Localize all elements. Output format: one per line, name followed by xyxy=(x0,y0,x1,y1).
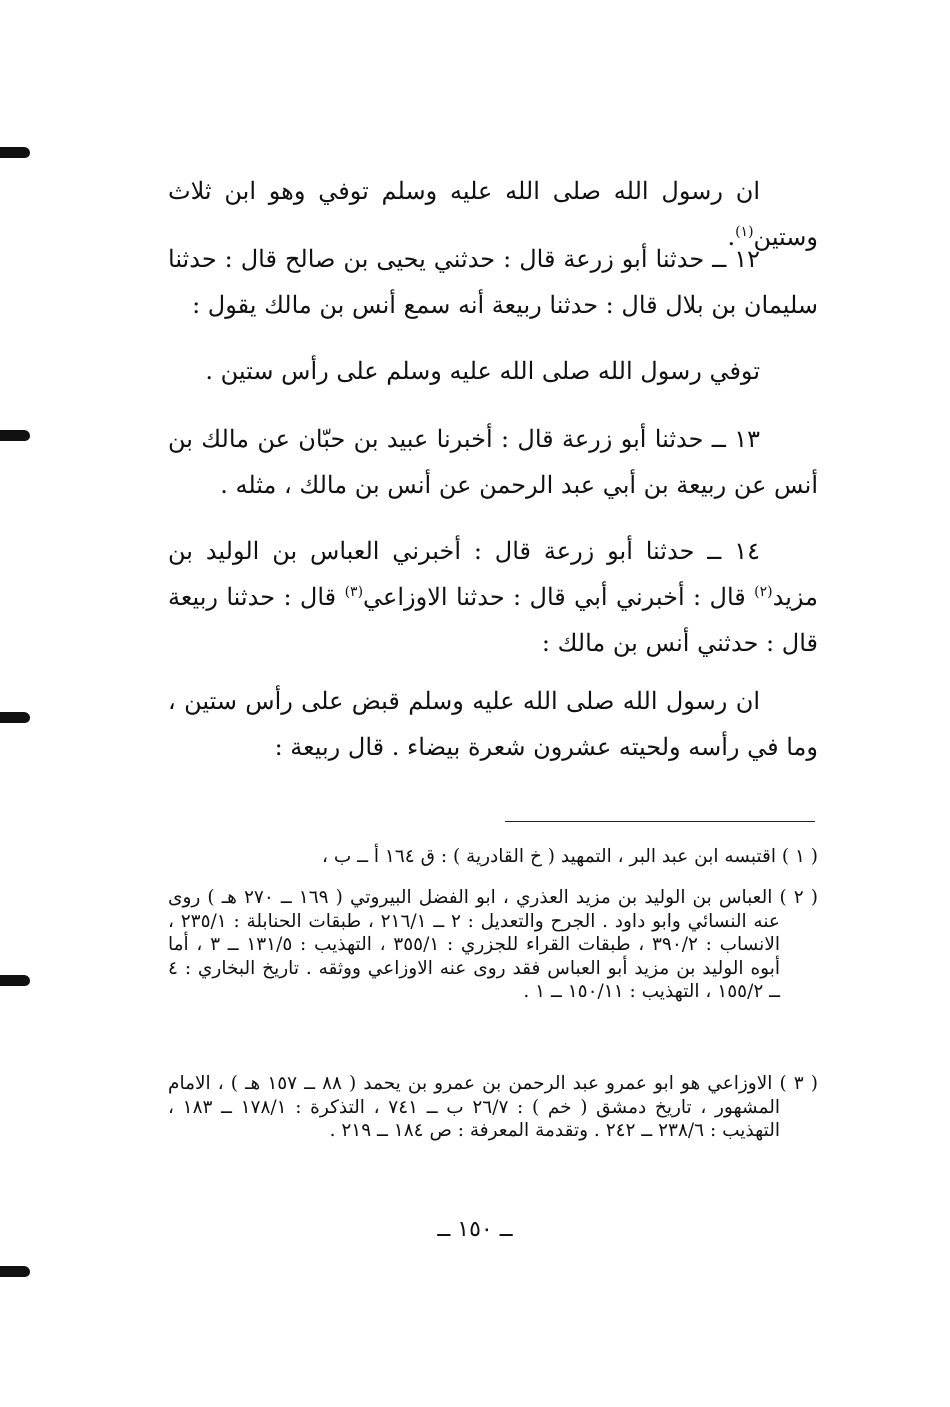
hadith-14-part-a: ١٤ ــ حدثنا أبو زرعة قال : أخبرني العباس بن الوليد بن مزيد xyxy=(168,537,818,611)
footnote-ref-1: (١) xyxy=(735,224,754,240)
paragraph-6 xyxy=(168,678,818,770)
footnote-ref-3: (٣) xyxy=(344,584,364,600)
paragraph-5 xyxy=(168,528,818,666)
margin-mark xyxy=(0,975,30,986)
margin-mark xyxy=(0,712,30,723)
paragraph-4 xyxy=(168,416,818,508)
paragraph-3 xyxy=(168,348,818,394)
footnotes xyxy=(168,1072,818,1143)
footnote-2: ( ٢ ) العباس بن الوليد بن مزيد العذري ، ابو الفضل البيروتي ( ١٦٩ ــ ٢٧٠ هـ ) روى عنه النسائي وابو داود . الجرح والتعديل : ٢ ــ ٢١٦/١ ، طبقات الحنابلة : ٢٣٥/١ ، الانساب : ٣٩٠/٢ ، طبقات القراء للجزري : ٣٥٥/١ ، التهذيب : ١٣١/٥ ــ ٣ ، أما أبوه الوليد بن مزيد أبو العباس فقد روى عنه الاوزاعي ووثقه . تاريخ البخاري : ٤ ــ ١٥٥/٢ ، التهذيب : ١٥٠/١١ ــ ١ . xyxy=(168,887,818,1002)
paragraph-1-text: ان رسول الله صلى الله عليه وسلم توفي وهو ابن ثلاث وستين xyxy=(168,177,818,251)
page-number: ــ ١٥٠ ــ xyxy=(437,1217,513,1242)
footnotes xyxy=(168,886,818,1004)
footnote-ref-2: (٢) xyxy=(754,584,773,600)
footnote-separator xyxy=(505,821,815,822)
margin-mark xyxy=(0,147,30,158)
hadith-13: ١٣ ــ حدثنا أبو زرعة قال : أخبرنا عبيد بن حبّان عن مالك بن أنس عن ربيعة بن أبي عبد الرحمن عن أنس بن مالك ، مثله . xyxy=(168,425,818,499)
hadith-12-text: توفي رسول الله صلى الله عليه وسلم على رأس ستين . xyxy=(205,357,760,385)
margin-mark xyxy=(0,430,30,441)
hadith-14-part-b: قال : أخبرني أبي قال : حدثنا الاوزاعي xyxy=(363,583,755,611)
hadith-14-text: ان رسول الله صلى الله عليه وسلم قبض على رأس ستين ، وما في رأسه ولحيته عشرون شعرة بيضاء . قال ربيعة : xyxy=(168,687,818,761)
footnote-1: ( ١ ) اقتبسه ابن عبد البر ، التمهيد ( خ القادرية ) : ق ١٦٤ أ ــ ب ، xyxy=(322,846,818,867)
margin-mark xyxy=(0,1266,30,1277)
hadith-14-part-c: قال : حدثنا ربيعة قال : حدثني أنس بن مالك : xyxy=(168,583,818,657)
footnote-3: ( ٣ ) الاوزاعي هو ابو عمرو عبد الرحمن بن عمرو بن يحمد ( ٨٨ ــ ١٥٧ هـ ) ، الامام المشهور ، تاريخ دمشق ( خم ) : ٢٦/٧ ب ــ ٧٤١ ، التذكرة : ١٧٨/١ ــ ١٨٣ ، التهذيب : ٢٣٨/٦ ــ ٢٤٢ . وتقدمة المعرفة : ص ١٨٤ ــ ٢١٩ . xyxy=(168,1073,818,1141)
footnotes xyxy=(168,845,818,869)
paragraph-1-end: . xyxy=(727,223,736,251)
paragraph-2 xyxy=(168,236,818,328)
hadith-12: ١٢ ــ حدثنا أبو زرعة قال : حدثني يحيى بن صالح قال : حدثنا سليمان بن بلال قال : حدثنا ربيعة أنه سمع أنس بن مالك يقول : xyxy=(168,245,818,319)
